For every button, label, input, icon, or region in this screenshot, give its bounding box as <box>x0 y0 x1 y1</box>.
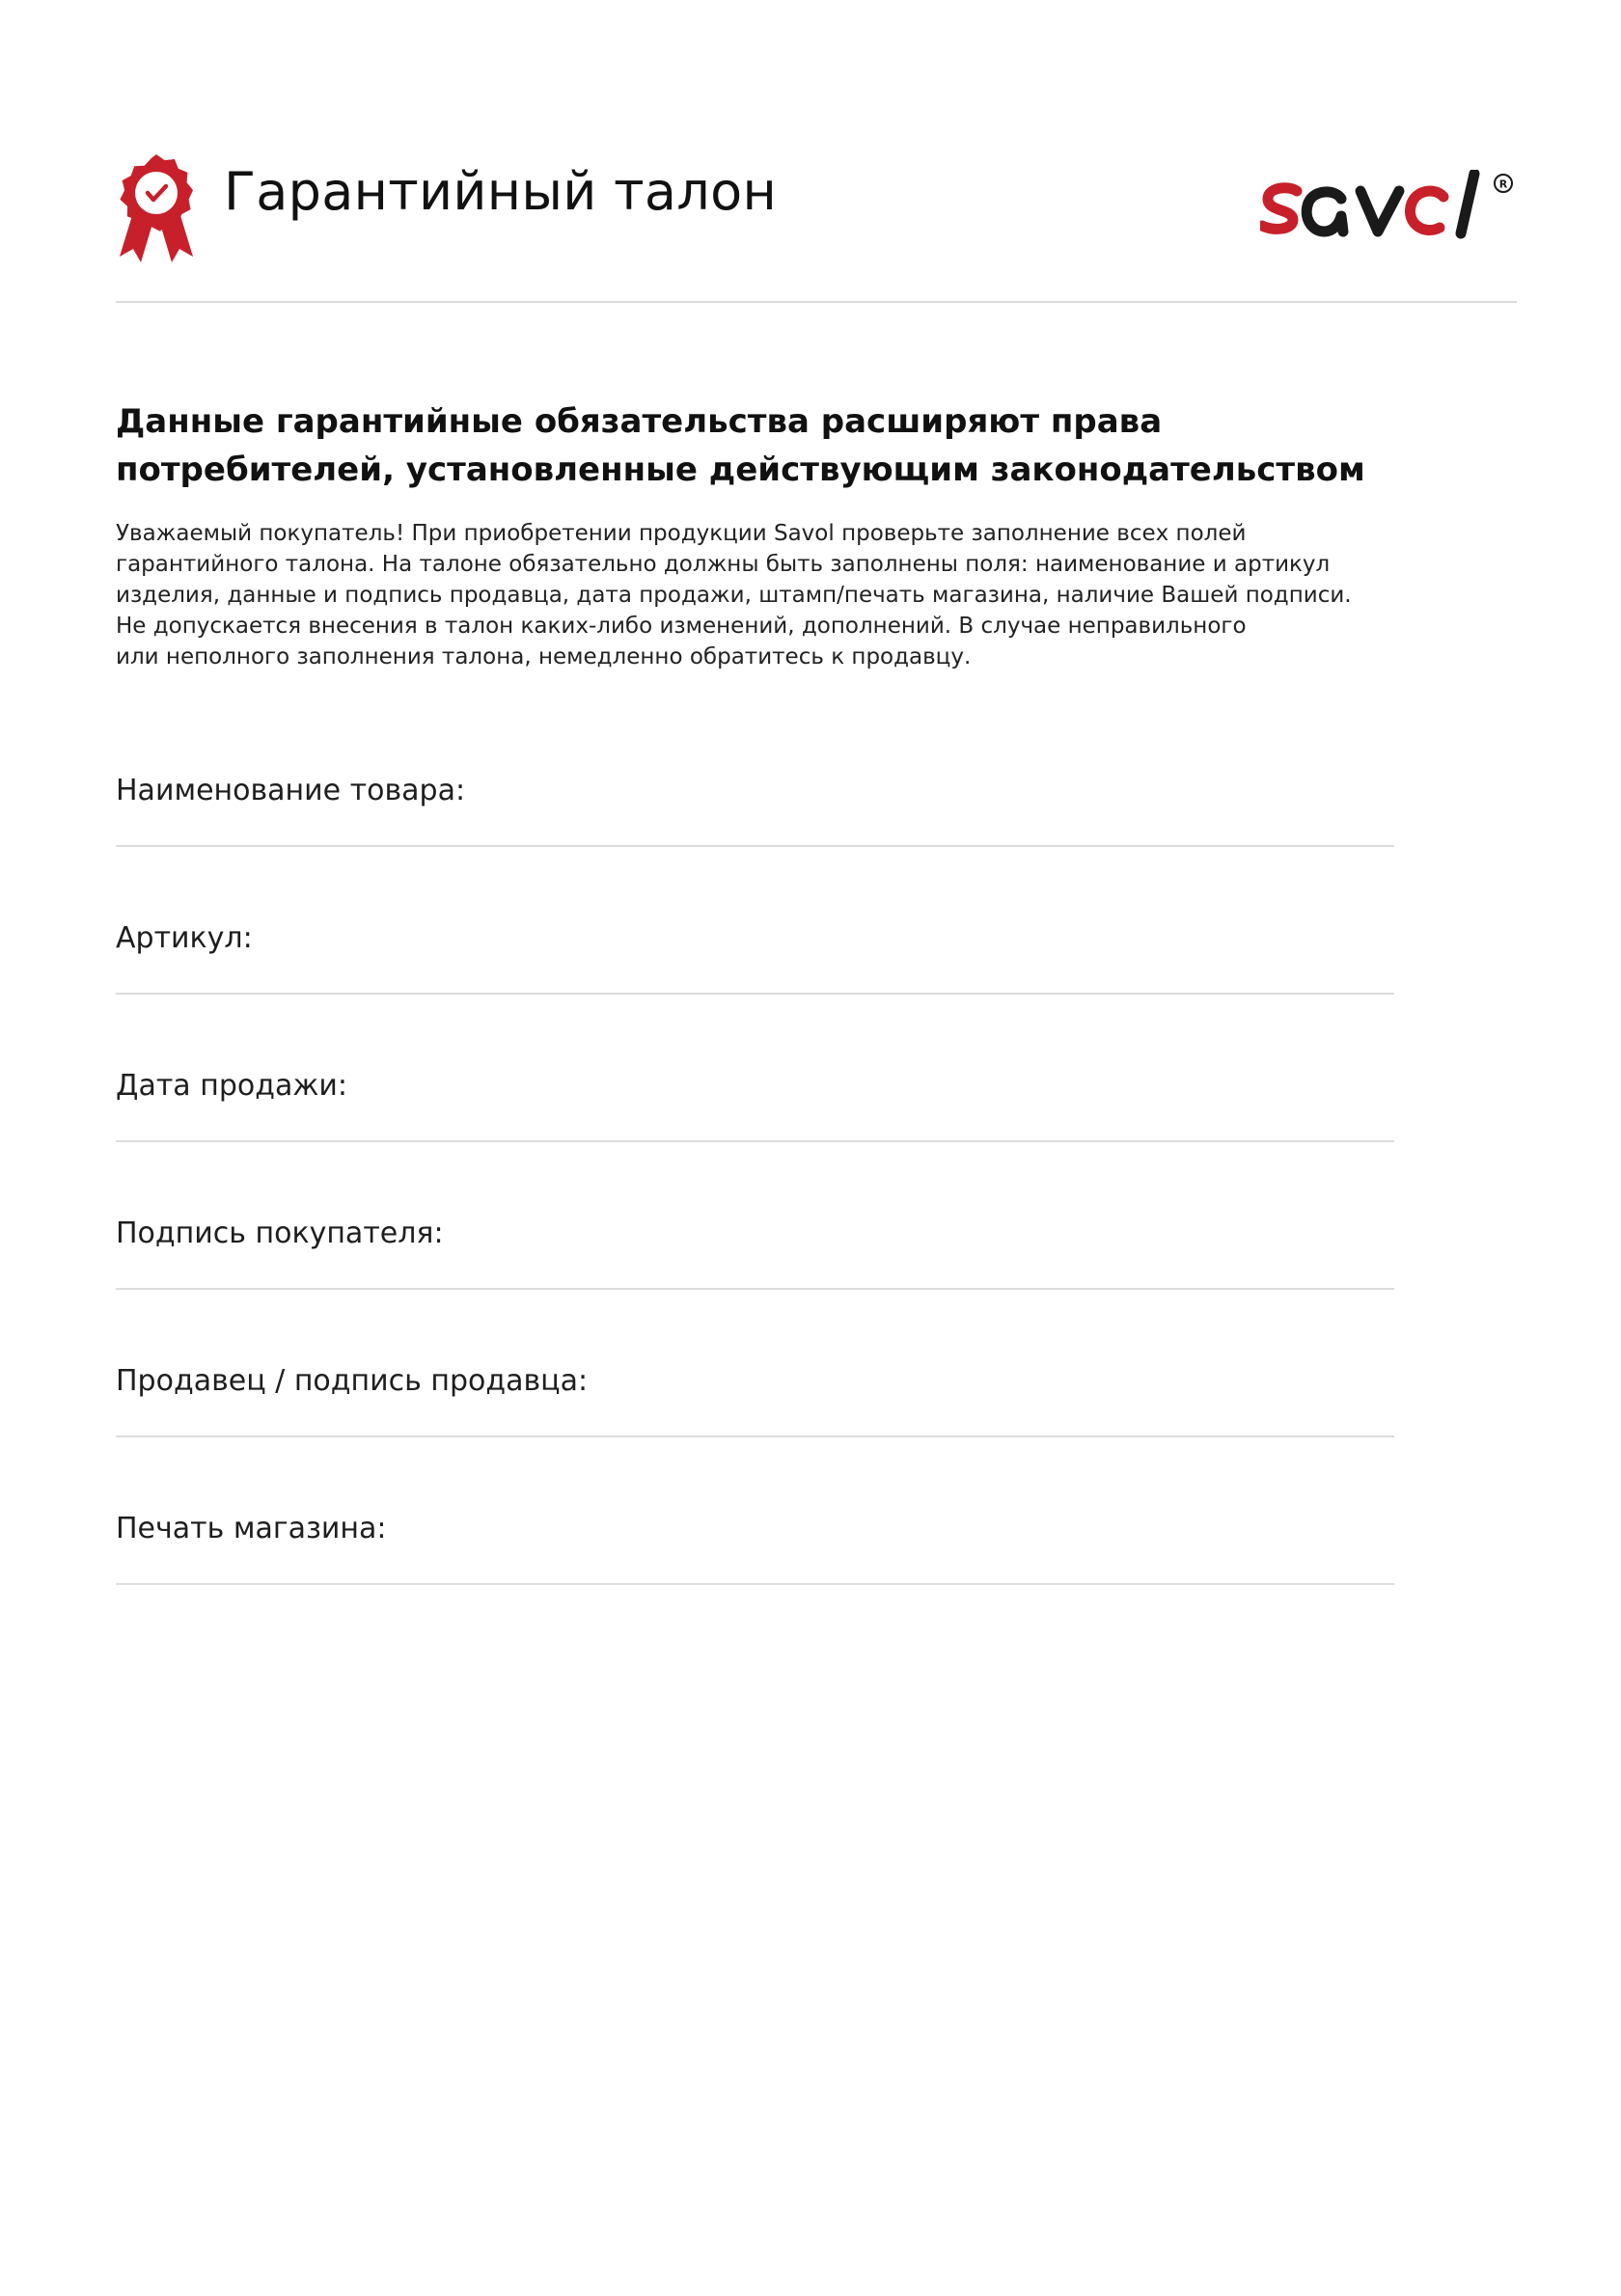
field-label: Дата продажи: <box>116 1069 347 1103</box>
field-label: Наименование товара: <box>116 774 466 807</box>
field-label: Продавец / подпись продавца: <box>116 1364 589 1398</box>
savol-logo <box>1260 170 1517 245</box>
warranty-heading-line: потребителей, установленные действующим законодательством <box>116 451 1365 489</box>
field-underline <box>116 1140 1394 1142</box>
field-seller-signature[interactable] <box>116 1353 1394 1500</box>
intro-line: Не допускается внесения в талон каких-либо изменений, дополнений. В случае неправильного <box>116 614 1247 639</box>
field-store-stamp[interactable] <box>116 1500 1394 1648</box>
field-label: Печать магазина: <box>116 1512 387 1545</box>
field-underline <box>116 845 1394 847</box>
svg-text:R: R <box>1498 178 1508 191</box>
intro-line: гарантийного талона. На талоне обязательно должны быть заполнены поля: наименование и артикул <box>116 552 1331 577</box>
header-divider <box>116 301 1517 303</box>
field-underline <box>116 1288 1394 1290</box>
field-product-name[interactable] <box>116 762 1394 910</box>
field-article[interactable] <box>116 910 1394 1057</box>
field-underline <box>116 1435 1394 1437</box>
award-ribbon-check-icon <box>116 152 197 263</box>
field-underline <box>116 993 1394 995</box>
intro-paragraph <box>116 518 1409 672</box>
warranty-heading <box>116 397 1370 494</box>
field-sale-date[interactable] <box>116 1057 1394 1205</box>
header <box>116 152 1517 268</box>
page-title: Гарантийный талон <box>224 161 778 222</box>
intro-line: Уважаемый покупатель! При приобретении продукции Savol проверьте заполнение всех полей <box>116 521 1247 546</box>
field-buyer-signature[interactable] <box>116 1205 1394 1353</box>
field-label: Артикул: <box>116 921 253 955</box>
intro-line: изделия, данные и подпись продавца, дата продажи, штамп/печать магазина, наличие Вашей подписи. <box>116 583 1352 608</box>
field-label: Подпись покупателя: <box>116 1216 444 1250</box>
intro-line: или неполного заполнения талона, немедленно обратитесь к продавцу. <box>116 644 972 670</box>
field-underline <box>116 1583 1394 1585</box>
form-fields <box>116 762 1394 1648</box>
warranty-heading-line: Данные гарантийные обязательства расширяют права <box>116 402 1163 441</box>
